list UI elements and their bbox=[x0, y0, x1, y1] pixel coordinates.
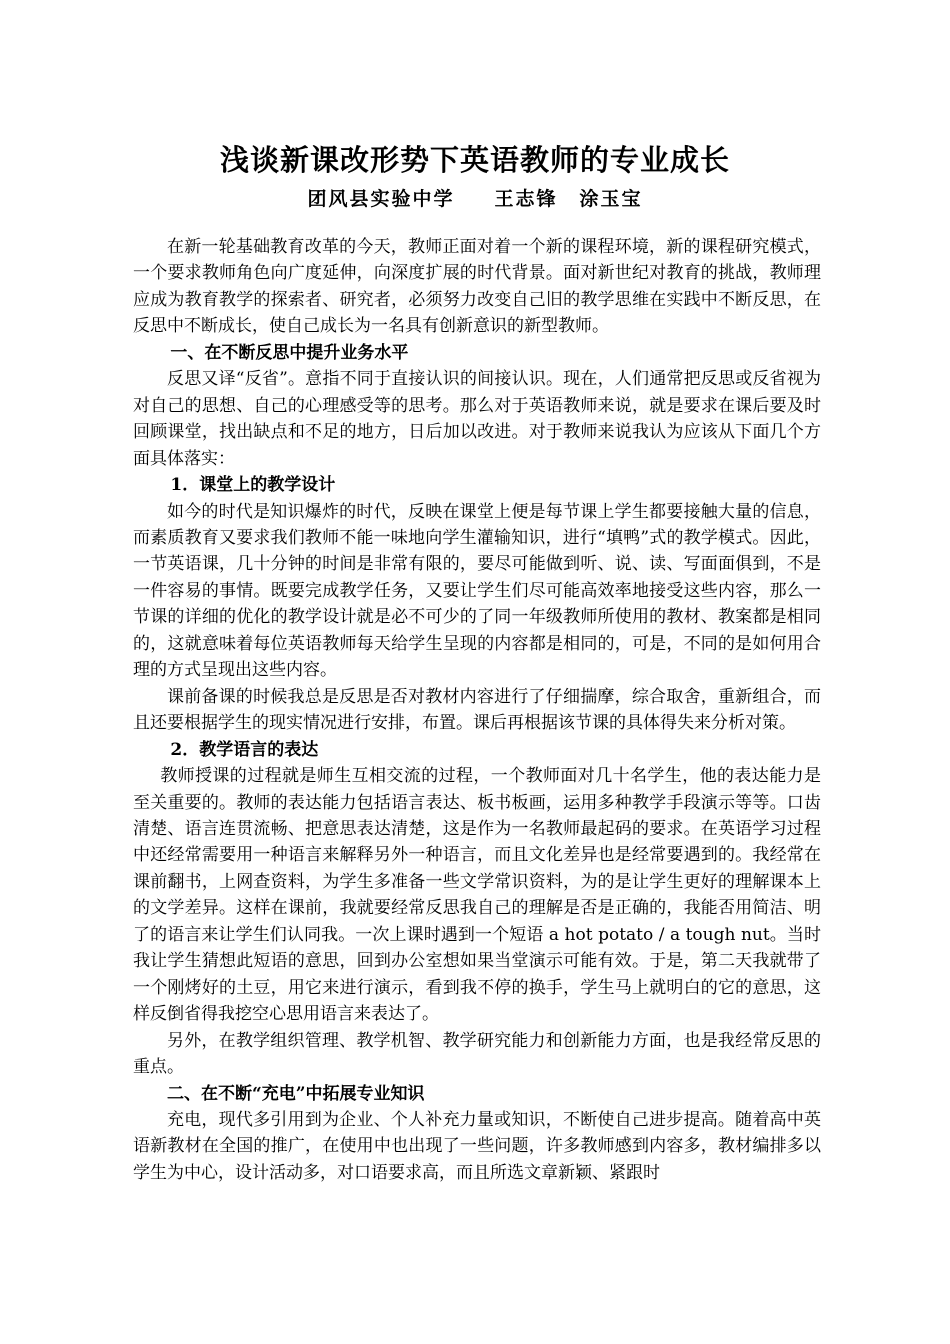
section-1-heading: 一、在不断反思中提升业务水平 bbox=[170, 342, 409, 363]
section-2-paragraph: 充电，现代多引用到为企业、个人补充力量或知识，不断使自己进步提高。随着高中英语新教材在全国的推广，在使用中也出现了一些问题，许多教师感到内容多，教材编排多以学生为中心，设计活动多，对口语要求高，而且所选文章新颖、紧跟时 bbox=[133, 1109, 821, 1183]
subsection-2-heading: 2．教学语言的表达 bbox=[170, 739, 319, 760]
byline-author-1: 王志锋 bbox=[494, 188, 558, 210]
byline-author-2: 涂玉宝 bbox=[579, 188, 643, 210]
subsection-1-paragraph-1: 如今的时代是知识爆炸的时代，反映在课堂上便是每节课上学生都要接触大量的信息，而素质教育又要求我们教师不能一味地向学生灌输知识，进行“填鸭”式的教学模式。因此，一节英语课，几十分钟的时间是非常有限的，要尽可能做到听、说、读、写面面俱到，不是一件容易的事情。既要完成教学任务，又要让学生们尽可能高效率地接受这些内容，那么一节课的详细的优化的教学设计就是必不可少的了同一年级教师所使用的教材、教案都是相同的，这就意味着每位英语教师每天给学生呈现的内容都是相同的，可是，不同的是如何用合理的方式呈现出这些内容。 bbox=[133, 501, 821, 681]
subsection-1-paragraph-2: 课前备课的时候我总是反思是否对教材内容进行了仔细揣摩，综合取舍，重新组合，而且还要根据学生的现实情况进行安排，布置。课后再根据该节课的具体得失来分析对策。 bbox=[133, 686, 821, 734]
section-2-heading: 二、在不断“充电”中拓展专业知识 bbox=[167, 1083, 425, 1104]
byline-school: 团风县实验中学 bbox=[307, 188, 455, 210]
subsection-1-heading: 1．课堂上的教学设计 bbox=[170, 475, 336, 496]
subsection-2-paragraph-1: 教师授课的过程就是师生互相交流的过程，一个教师面对几十名学生，他的表达能力是至关重要的。教师的表达能力包括语言表达、板书板画，运用多种教学手段演示等等。口齿清楚、语言连贯流畅、把意思表达清楚，这是作为一名教师最起码的要求。在英语学习过程中还经常需要用一种语言来解释另外一种语言，而且文化差异也是经常要遇到的。我经常在课前翻书，上网查资料，为学生多准备一些文学常识资料，为的是让学生更好的理解课本上的文学差异。这样在课前，我就要经常反思我自己的理解是否是正确的，我能否用简洁、明了的语言来让学生们认同我。一次上课时遇到一个短语 a hot potato / a tough nut。当时我让学生猜想此短语的意思，回到办公室想如果当堂演示可能有效。于是，第二天我就带了一个刚烤好的土豆，用它来进行演示，看到我不停的换手，学生马上就明白的它的意思，这样反倒省得我挖空心思用语言来表达了。 bbox=[133, 766, 821, 1025]
document-body bbox=[133, 234, 821, 1186]
intro-paragraph: 在新一轮基础教育改革的今天，教师正面对着一个新的课程环境，新的课程研究模式，一个要求教师角色向广度延伸，向深度扩展的时代背景。面对新世纪对教育的挑战，教师理应成为教育教学的探索者、研究者，必须努力改变自己旧的教学思维在实践中不断反思，在反思中不断成长，使自己成长为一名具有创新意识的新型教师。 bbox=[133, 237, 821, 337]
subsection-2-paragraph-2: 另外，在教学组织管理、教学机智、教学研究能力和创新能力方面，也是我经常反思的重点。 bbox=[133, 1030, 821, 1078]
document-title: 浅谈新课改形势下英语教师的专业成长 bbox=[219, 143, 730, 177]
byline bbox=[0, 184, 950, 214]
section-1-paragraph: 反思又译“反省”。意指不同于直接认识的间接认识。现在，人们通常把反思或反省视为对自己的思想、自己的心理感受等的思考。那么对于英语教师来说，就是要求在课后要及时回顾课堂，找出缺点和不足的地方，日后加以改进。对于教师来说我认为应该从下面几个方面具体落实： bbox=[133, 369, 821, 469]
